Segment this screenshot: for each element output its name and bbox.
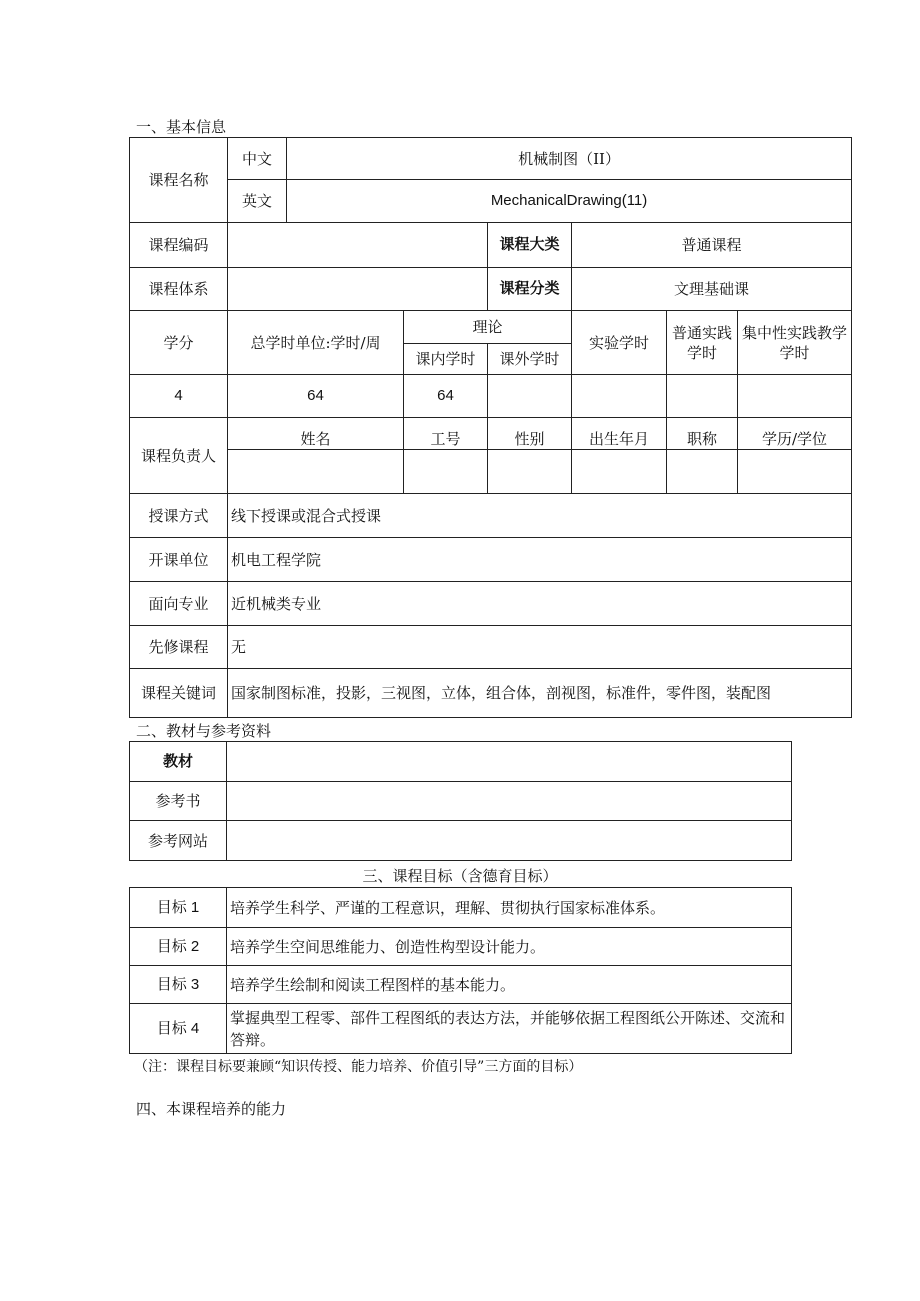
- class-value: 文理基础课: [572, 268, 852, 311]
- keywords-value: 国家制图标准，投影，三视图，立体，组合体，剖视图，标准件，零件图，装配图: [228, 669, 852, 718]
- cn-label: 中文: [228, 138, 287, 180]
- prereq-value: 无: [228, 626, 852, 669]
- en-label: 英文: [228, 180, 287, 223]
- category-label: 课程大类: [488, 223, 572, 268]
- theory-label: 理论: [404, 311, 572, 344]
- major-label: 面向专业: [130, 582, 228, 626]
- leader-title-label: 职称: [667, 418, 738, 450]
- cn-value: 机械制图（II）: [287, 138, 852, 180]
- reference-label: 参考书: [130, 782, 227, 821]
- leader-gender-label: 性别: [488, 418, 572, 450]
- objectives-table: [129, 887, 792, 1054]
- total-hours-value: 64: [228, 375, 404, 418]
- lab-hours-value: [572, 375, 667, 418]
- unit-label: 开课单位: [130, 538, 228, 582]
- section-materials-heading: 二、教材与参考资料: [136, 722, 272, 740]
- category-value: 普通课程: [572, 223, 852, 268]
- practice-hours-label: 普通实践学时: [667, 311, 738, 375]
- leader-birth-value: [572, 450, 667, 494]
- objective-text: 培养学生绘制和阅读工程图样的基本能力。: [227, 966, 792, 1004]
- basic-info-table: [129, 137, 852, 718]
- section-abilities-heading: 四、本课程培养的能力: [136, 1100, 287, 1118]
- leader-gender-value: [488, 450, 572, 494]
- total-hours-label: 总学时单位:学时/周: [228, 311, 404, 375]
- unit-value: 机电工程学院: [228, 538, 852, 582]
- out-class-hours-label: 课外学时: [488, 344, 572, 375]
- section-objectives-heading: 三、课程目标（含德育目标）: [362, 867, 558, 885]
- textbook-label: 教材: [130, 742, 227, 782]
- leader-degree-label: 学历/学位: [738, 418, 852, 450]
- objective-label: 目标 3: [130, 966, 227, 1004]
- credit-label: 学分: [130, 311, 228, 375]
- objective-label: 目标 2: [130, 928, 227, 966]
- code-value: [228, 223, 488, 268]
- objective-label: 目标 4: [130, 1004, 227, 1054]
- course-leader-label: 课程负责人: [130, 418, 228, 494]
- leader-id-value: [404, 450, 488, 494]
- code-label: 课程编码: [130, 223, 228, 268]
- method-label: 授课方式: [130, 494, 228, 538]
- in-class-hours-value: 64: [404, 375, 488, 418]
- in-class-hours-label: 课内学时: [404, 344, 488, 375]
- method-value: 线下授课或混合式授课: [228, 494, 852, 538]
- leader-title-value: [667, 450, 738, 494]
- class-label: 课程分类: [488, 268, 572, 311]
- objective-text: 培养学生科学、严谨的工程意识，理解、贯彻执行国家标准体系。: [227, 888, 792, 928]
- focused-practice-label: 集中性实践教学学时: [738, 311, 852, 375]
- system-value: [228, 268, 488, 311]
- objectives-note: （注：课程目标要兼顾“知识传授、能力培养、价值引导”三方面的目标）: [134, 1059, 583, 1075]
- website-label: 参考网站: [130, 821, 227, 861]
- leader-name-label: 姓名: [228, 418, 404, 450]
- reference-value: [227, 782, 792, 821]
- major-value: 近机械类专业: [228, 582, 852, 626]
- leader-id-label: 工号: [404, 418, 488, 450]
- credit-value: 4: [130, 375, 228, 418]
- leader-degree-value: [738, 450, 852, 494]
- focused-practice-value: [738, 375, 852, 418]
- practice-hours-value: [667, 375, 738, 418]
- textbook-value: [227, 742, 792, 782]
- objective-text: 掌握典型工程零、部件工程图纸的表达方法，并能够依据工程图纸公开陈述、交流和答辩。: [227, 1004, 792, 1054]
- objective-text: 培养学生空间思维能力、创造性构型设计能力。: [227, 928, 792, 966]
- leader-birth-label: 出生年月: [572, 418, 667, 450]
- website-value: [227, 821, 792, 861]
- system-label: 课程体系: [130, 268, 228, 311]
- section-basic-info-heading: 一、基本信息: [136, 118, 227, 136]
- en-value: MechanicalDrawing(11): [287, 180, 852, 223]
- leader-name-value: [228, 450, 404, 494]
- lab-hours-label: 实验学时: [572, 311, 667, 375]
- out-class-hours-value: [488, 375, 572, 418]
- prereq-label: 先修课程: [130, 626, 228, 669]
- objective-label: 目标 1: [130, 888, 227, 928]
- course-name-label: 课程名称: [130, 138, 228, 223]
- materials-table: [129, 741, 792, 861]
- keywords-label: 课程关键词: [130, 669, 228, 718]
